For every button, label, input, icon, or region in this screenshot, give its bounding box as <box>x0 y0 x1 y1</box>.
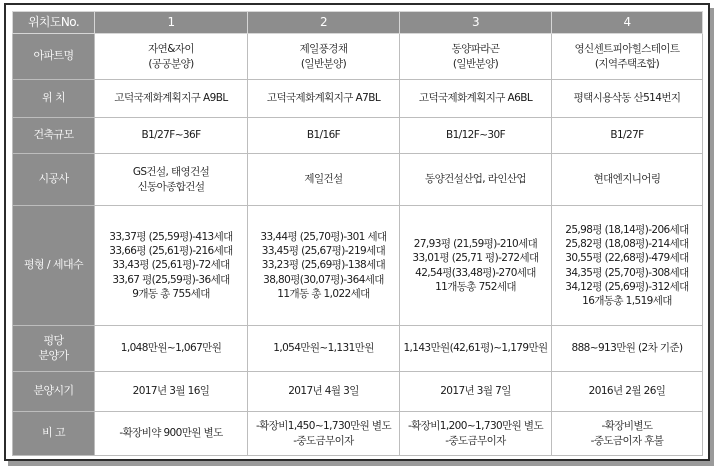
builder-cell <box>95 154 248 206</box>
row-label-location: 위 치 <box>13 80 95 118</box>
sale-date-cell <box>95 372 248 412</box>
location-cell <box>248 80 400 118</box>
header-label: 위치도No. <box>13 12 95 34</box>
cell-line: 27,93평 (21,59평)-210세대 <box>413 238 538 251</box>
cell-line: 2016년 2월 26일 <box>588 385 666 398</box>
row-label-price <box>13 326 95 372</box>
cell-line: B1/27F~36F <box>141 129 201 142</box>
location-cell <box>552 80 703 118</box>
row-label-size-units: 평형 / 세대수 <box>13 206 95 326</box>
builder-cell <box>400 154 552 206</box>
cell-line: 11개동총 752세대 <box>435 280 516 293</box>
row-price <box>13 326 703 372</box>
cell-line: (공공분양) <box>148 57 194 70</box>
row-building-scale <box>13 118 703 154</box>
cell-line: 16개동총 1,519세대 <box>582 294 672 307</box>
location-cell <box>400 80 552 118</box>
cell-line: -중도금무이자 <box>445 434 506 447</box>
cell-line: 제일건설 <box>304 173 343 186</box>
cell-line: 고덕국제화계획지구 A9BL <box>114 92 228 105</box>
price-cell <box>400 326 552 372</box>
size-units-cell <box>248 206 400 326</box>
cell-line: 고덕국제화계획지구 A6BL <box>418 92 533 105</box>
apartment-name-cell <box>248 34 400 80</box>
apartment-name-cell <box>400 34 552 80</box>
row-label-notes: 비 고 <box>13 412 95 456</box>
cell-line: 2017년 3월 16일 <box>132 385 210 398</box>
row-sale-date <box>13 372 703 412</box>
cell-line: 38,80평(30,07평)-364세대 <box>263 273 384 286</box>
cell-line: 평택시용삭동 산514번지 <box>573 92 681 105</box>
row-apartment-name <box>13 34 703 80</box>
cell-line: 30,55평 (22,68평)-479세대 <box>565 252 689 265</box>
building-scale-cell <box>400 118 552 154</box>
cell-line: 33,45평 (25,67평)-219세대 <box>261 245 386 258</box>
cell-line: 신동아종합건설 <box>137 180 205 193</box>
sale-date-cell <box>248 372 400 412</box>
cell-line: (일반분양) <box>452 57 499 70</box>
cell-line: -확장비1,450~1,730만원 별도 <box>255 420 392 433</box>
cell-line: 1,054만원~1,131만원 <box>273 342 374 355</box>
notes-cell <box>95 412 248 456</box>
document-frame <box>4 3 710 461</box>
cell-line: 34,35평 (25,70평)-308세대 <box>565 266 689 279</box>
notes-cell <box>400 412 552 456</box>
cell-line: 동양파라곤 <box>451 43 500 56</box>
cell-line: 42,54평(33,48평)-270세대 <box>415 266 536 279</box>
cell-line: 33,37평 (25,59평)-413세대 <box>109 231 233 244</box>
apartment-name-cell <box>552 34 703 80</box>
cell-line: B1/16F <box>306 129 341 142</box>
cell-line: 33,23평 (25,69평)-138세대 <box>261 259 386 272</box>
building-scale-cell <box>248 118 400 154</box>
row-label-apartment-name: 아파트명 <box>13 34 95 80</box>
apartment-name-cell <box>95 34 248 80</box>
header-row <box>13 12 703 34</box>
cell-line: 33,44평 (25,70평)-301 세대 <box>260 231 387 244</box>
cell-line: 2017년 4월 3일 <box>288 385 359 398</box>
notes-cell <box>552 412 703 456</box>
row-builder <box>13 154 703 206</box>
price-cell <box>552 326 703 372</box>
cell-line: 33,66평 (25,61평)-216세대 <box>109 245 233 258</box>
header-col-2: 2 <box>248 12 400 34</box>
cell-line: (일반분양) <box>300 57 347 70</box>
cell-line: (지역주택조합) <box>594 57 660 70</box>
cell-line: 33,67 평(25,59평)-36세대 <box>112 273 230 286</box>
row-label-sale-date: 분양시기 <box>13 372 95 412</box>
header-col-1: 1 <box>95 12 248 34</box>
cell-line: 자연&자이 <box>148 43 194 56</box>
cell-line: 현대엔지니어링 <box>593 173 661 186</box>
cell-line: 2017년 3월 7일 <box>440 385 511 398</box>
builder-cell <box>248 154 400 206</box>
cell-line: -확장비1,200~1,730만원 별도 <box>407 420 544 433</box>
size-units-cell <box>95 206 248 326</box>
cell-line: B1/12F~30F <box>445 129 506 142</box>
cell-line: 9개동 총 755세대 <box>132 287 210 300</box>
row-label-builder: 시공사 <box>13 154 95 206</box>
cell-line: 34,12평 (25,69평)-312세대 <box>565 280 689 293</box>
cell-line: -확장비약 900만원 별도 <box>119 427 223 440</box>
sale-date-cell <box>400 372 552 412</box>
cell-line: GS건설, 태영건설 <box>132 166 210 179</box>
cell-line: -확장비별도 <box>601 420 653 433</box>
cell-line: 25,82평 (18,08평)-214세대 <box>565 238 689 251</box>
cell-line: 888~913만원 (2차 기준) <box>571 342 683 355</box>
row-label-building-scale: 건축규모 <box>13 118 95 154</box>
cell-line: 동양건설산업, 라인산업 <box>425 173 526 186</box>
building-scale-cell <box>95 118 248 154</box>
cell-line: 제일풍경채 <box>299 43 348 56</box>
cell-line: 25,98평 (18,14평)-206세대 <box>565 223 689 236</box>
cell-line: -중도금무이자 <box>293 434 354 447</box>
builder-cell <box>552 154 703 206</box>
row-label-line: 평당 <box>43 333 64 347</box>
row-location <box>13 80 703 118</box>
apartment-comparison-table <box>12 11 703 456</box>
building-scale-cell <box>552 118 703 154</box>
cell-line: 33,43평 (25,61평)-72세대 <box>112 259 230 272</box>
cell-line: 1,048만원~1,067만원 <box>120 342 222 355</box>
location-cell <box>95 80 248 118</box>
row-size-units <box>13 206 703 326</box>
cell-line: 1,143만원(42,61평)~1,179만원 <box>403 342 548 355</box>
cell-line: -중도금이자 후불 <box>590 434 664 447</box>
size-units-cell <box>400 206 552 326</box>
cell-line: 고덕국제화계획지구 A7BL <box>266 92 381 105</box>
cell-line: 11개동 총 1,022세대 <box>277 287 370 300</box>
price-cell <box>248 326 400 372</box>
sale-date-cell <box>552 372 703 412</box>
header-col-4: 4 <box>552 12 703 34</box>
cell-line: B1/27F <box>610 129 644 142</box>
price-cell <box>95 326 248 372</box>
cell-line: 영신센트피아힐스테이트 <box>574 43 680 56</box>
row-notes <box>13 412 703 456</box>
row-label-line: 분양가 <box>38 348 69 362</box>
notes-cell <box>248 412 400 456</box>
cell-line: 33,01평 (25,71 평)-272세대 <box>412 252 539 265</box>
header-col-3: 3 <box>400 12 552 34</box>
size-units-cell <box>552 206 703 326</box>
